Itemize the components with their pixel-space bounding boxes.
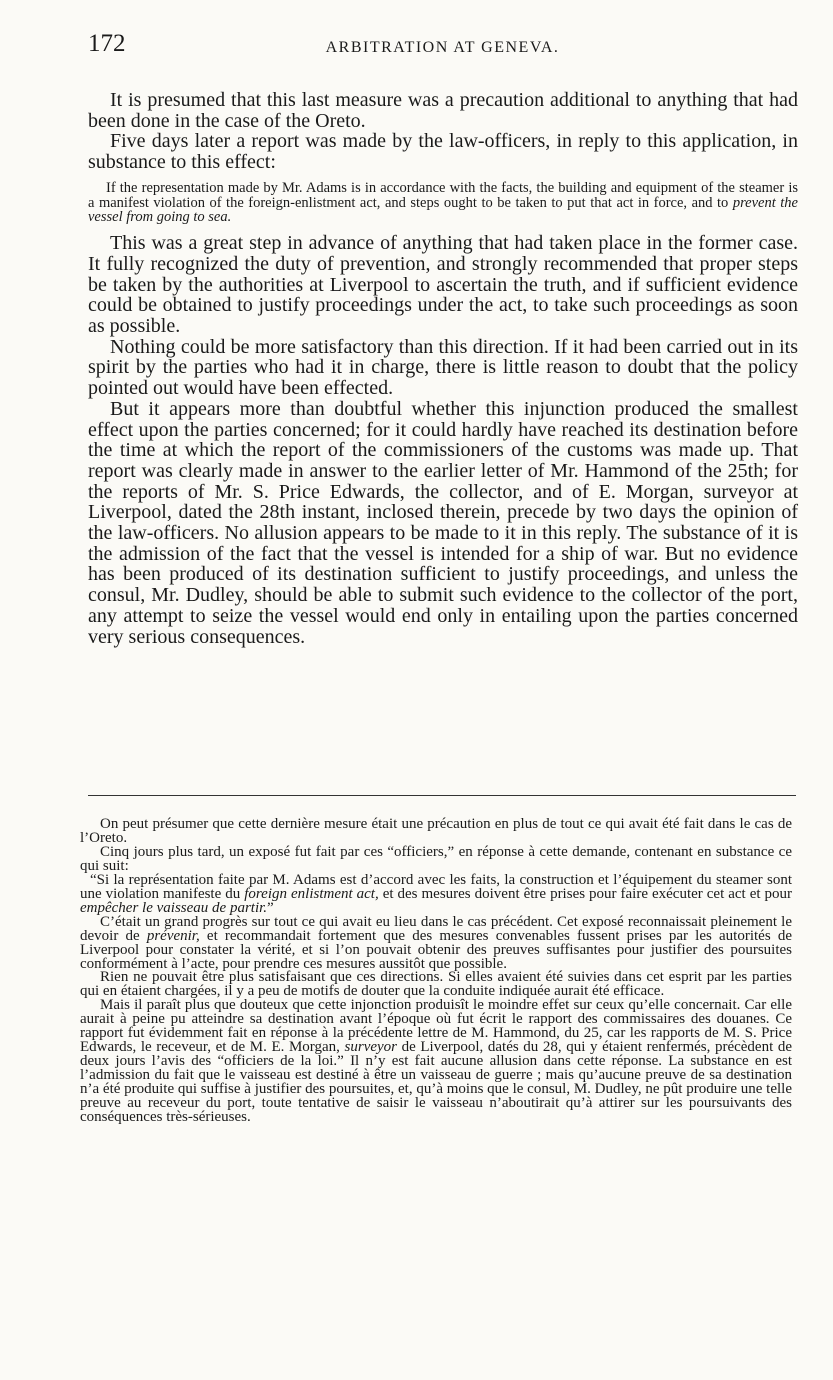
law-officers-quote	[88, 181, 798, 225]
french-p3-c: et recommandait fortement que des mesures convenables fussent prises par les autorités de Liverpool pour constater la vérité, et si l’on pouvait obtenir des preuves suffisantes pour justifier des poursuites conformément à l’acte, pour prendre ces mesures aussitôt que possible.	[80, 927, 792, 972]
french-quote-e: ”	[267, 899, 274, 916]
french-paragraph-5	[80, 999, 792, 1125]
french-quote-c: et des mesures doivent être prises pour faire exécuter cet act et pour	[378, 885, 792, 902]
french-text-block	[80, 818, 792, 1125]
french-quote-a: “Si la représentation faite par M. Adams est d’accord avec les faits, la construction et l’équipement du steamer sont une violation manifeste du	[80, 871, 792, 902]
french-p5-a: Mais il paraît plus que douteux que cette injonction produisît le moindre effet sur ceux qu’elle concernait. Car elle aurait à peine pu atteindre sa destination avant l’époque où fut écrit le rapport des commissaires des douanes. Ce rapport fut évidemment fait en réponse à la précédente lettre de M. Hammond, du 25, car les rapports de M. S. Price Edwards, le receveur, et de M. E. Morgan,	[80, 997, 792, 1056]
french-p5-b: surveyor	[344, 1039, 398, 1056]
french-paragraph-2: Cinq jours plus tard, un exposé fut fait par ces “officiers,” en réponse à cette demande, contenant en substance ce qui suit:	[80, 843, 792, 874]
english-paragraph-1: It is presumed that this last measure was a precaution additional to anything that had been done in the case of the Oreto.	[88, 89, 798, 132]
french-p3-a: C’était un grand progrès sur tout ce qui avait eu lieu dans le cas précédent. Cet exposé reconnaissait pleinement le devoir de	[80, 913, 792, 944]
french-quote-b: foreign enlistment act,	[244, 885, 379, 902]
french-paragraph-3	[80, 913, 792, 972]
english-paragraph-3: This was a great step in advance of anything that had taken place in the former case. It fully recognized the duty of prevention, and strongly recommended that proper steps be taken by the authorities at Liverpool to ascertain the truth, and if sufficient evidence could be obtained to justify proceedings under the act, to take such proceedings as soon as possible.	[88, 232, 798, 338]
section-divider	[88, 795, 796, 796]
english-text-block	[88, 90, 798, 647]
english-paragraph-5: But it appears more than doubtful whether this injunction produced the smallest effect upon the parties concerned; for it could hardly have reached its destination before the time at which the report of the commissioners of the customs was made up. That report was clearly made in answer to the earlier letter of Mr. Hammond of the 25th; for the reports of Mr. S. Price Edwards, the collector, and of E. Morgan, surveyor at Liverpool, dated the 28th instant, inclosed therein, precede by two days the opinion of the law-officers. No allusion appears to be made to it in this reply. The substance of it is the admission of the fact that the vessel is intended for a ship of war. But no evidence has been produced of its destination sufficient to justify proceedings, and unless the consul, Mr. Dudley, should be able to submit such evidence to the collector of the port, any attempt to seize the vessel would end only in entailing upon the parties concerned very serious consequences.	[88, 397, 798, 648]
running-title: ARBITRATION AT GENEVA.	[325, 39, 560, 56]
page-header	[88, 30, 797, 64]
french-p3-b: prévenir,	[146, 927, 200, 944]
french-quote	[80, 871, 792, 916]
french-p5-c: de Liverpool, datés du 28, qui y étaient renfermés, précèdent de deux jours l’avis des “officiers de la loi.” Il n’y est fait aucune allusion dans cette réponse. La substance en est l’admission du fait que le vaisseau est destiné à être un vaisseau de guerre ; mais qu’aucune preuve de sa destination n’a été produite qui suffise à justifier des poursuites, et, qu’à moins que le consul, M. Dudley, ne pût produire une telle preuve au receveur du port, toute tentative de saisir le vaisseau n’aboutirait qu’à attirer sur les poursuivants des conséquences très-sérieuses.	[80, 1039, 792, 1126]
page-number: 172	[88, 30, 126, 57]
quote-text: If the representation made by Mr. Adams is in accordance with the facts, the building and equipment of the steamer is a manifest violation of the foreign-enlistment act, and steps ought to be taken to put that act in force, and to	[88, 179, 798, 211]
french-paragraph-4: Rien ne pouvait être plus satisfaisant que ces directions. Si elles avaient été suivies dans cet esprit par les parties qui en étaient chargées, il y a peu de motifs de douter que la conduite indiquée aurait été efficace.	[80, 969, 792, 1000]
french-quote-d: empêcher le vaisseau de partir.	[80, 899, 268, 916]
french-paragraph-1: On peut présumer que cette dernière mesure était une précaution en plus de tout ce qui avait été fait dans le cas de l’Oreto.	[80, 816, 792, 846]
english-paragraph-2: Five days later a report was made by the law-officers, in reply to this application, in substance to this effect:	[88, 130, 798, 174]
english-paragraph-4: Nothing could be more satisfactory than this direction. If it had been carried out in its spirit by the parties who had it in charge, there is little reason to doubt that the policy pointed out would have been effected.	[88, 335, 798, 400]
quote-italic-text: prevent the vessel from going to sea.	[88, 194, 798, 226]
